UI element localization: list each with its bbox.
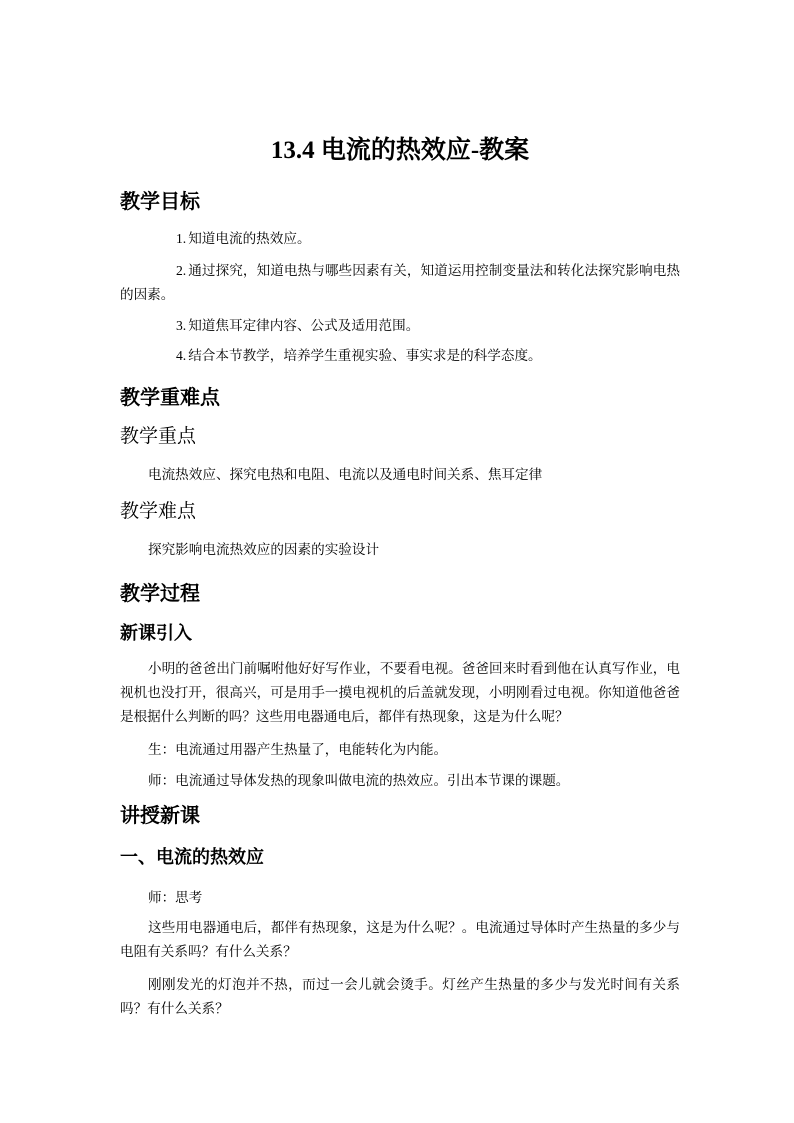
- difficulty-text: 探究影响电流热效应的因素的实验设计: [148, 542, 380, 558]
- objective-text: 知道焦耳定律内容、公式及适用范围。: [188, 318, 420, 334]
- objective-item-4: [120, 344, 680, 368]
- difficulty-heading: 教学难点: [120, 500, 197, 522]
- page-title: 13.4 电流的热效应-教案: [270, 137, 530, 164]
- objective-number: 1.: [176, 231, 187, 246]
- intro-paragraph: 师：电流通过导体发热的现象叫做电流的热效应。引出本节课的课题。: [148, 773, 570, 789]
- document-page: [120, 0, 680, 1123]
- section1-paragraph: 师：思考: [148, 890, 203, 906]
- objective-text: 通过探究，知道电热与哪些因素有关，知道运用控制变量法和转化法探究影响电热的因素。: [120, 263, 680, 303]
- process-heading: 教学过程: [120, 581, 200, 605]
- objective-text: 结合本节教学，培养学生重视实验、事实求是的科学态度。: [188, 348, 542, 364]
- intro-paragraph: 小明的爸爸出门前嘱咐他好好写作业，不要看电视。爸爸回来时看到他在认真写作业，电视机也没打开，很高兴，可是用手一摸电视机的后盖就发现，小明刚看过电视。你知道他爸爸是根据什么判断的吗？这些用电器通电后，都伴有热现象，这是为什么呢？: [120, 661, 680, 725]
- intro-heading: 新课引入: [120, 623, 192, 644]
- objective-item-3: [120, 314, 680, 338]
- focus-text: 电流热效应、探究电热和电阻、电流以及通电时间关系、焦耳定律: [148, 467, 543, 483]
- focus-heading: 教学重点: [120, 425, 197, 447]
- objective-item-2: [120, 259, 680, 307]
- key-points-heading: 教学重难点: [120, 385, 220, 409]
- intro-paragraph: 生：电流通过用器产生热量了，电能转化为内能。: [148, 742, 448, 758]
- section1-paragraph: 刚刚发光的灯泡并不热，而过一会儿就会烫手。灯丝产生热量的多少与发光时间有关系吗？有什么关系？: [120, 977, 680, 1017]
- section1-paragraph: 这些用电器通电后，都伴有热现象，这是为什么呢？。电流通过导体时产生热量的多少与电阻有关系吗？有什么关系？: [120, 920, 680, 960]
- lecture-heading: 讲授新课: [120, 803, 200, 827]
- objective-item-1: [120, 227, 680, 251]
- objective-number: 2.: [176, 263, 187, 278]
- objectives-heading: 教学目标: [120, 189, 200, 213]
- objective-text: 知道电流的热效应。: [188, 231, 311, 247]
- objective-number: 3.: [176, 318, 187, 333]
- objective-number: 4.: [176, 348, 187, 363]
- section1-heading: 一、电流的热效应: [120, 847, 264, 868]
